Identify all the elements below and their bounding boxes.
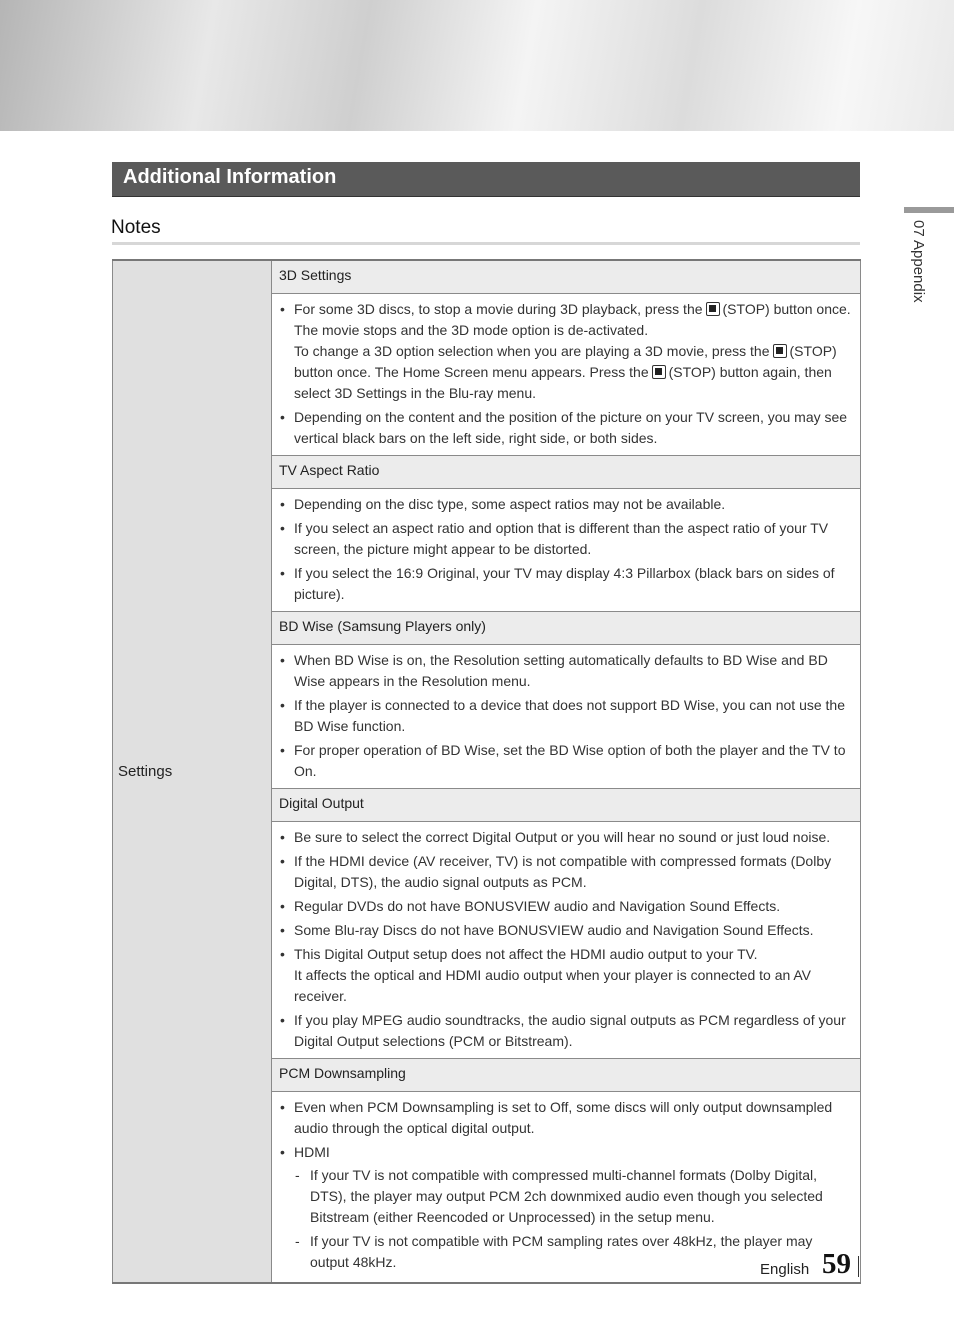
section-header: TV Aspect Ratio [272, 456, 861, 489]
section-header: 3D Settings [272, 260, 861, 294]
bullet-text: Some Blu-ray Discs do not have BONUSVIEW audio and Navigation Sound Effects. [294, 922, 814, 938]
stop-icon [652, 365, 666, 379]
bullet-text: Depending on the content and the position of the picture on your TV screen, you may see vertical black bars on the left side, right side, or both sides. [294, 409, 848, 446]
bullet-text: If you select an aspect ratio and option that is different than the aspect ratio of your TV screen, the picture might appear to be distorted. [294, 520, 829, 557]
bullet-item [279, 407, 854, 449]
bullet-text: (STOP) button once. The movie stops and the 3D mode option is de-activated. [294, 301, 851, 338]
bullet-text: If the HDMI device (AV receiver, TV) is not compatible with compressed formats (Dolby Digital, DTS), the audio signal outputs as PCM. [294, 853, 832, 890]
section-body [272, 1092, 861, 1284]
bullet-item [279, 944, 854, 1007]
bullet-item [279, 1142, 854, 1273]
bullet-paragraph [294, 341, 854, 404]
bullet-text: (STOP) button once. The Home Screen menu appears. Press the [294, 343, 837, 380]
bullet-text: If you select the 16:9 Original, your TV may display 4:3 Pillarbox (black bars on sides of picture). [294, 565, 835, 602]
bullet-item [279, 827, 854, 848]
bullet-text: Regular DVDs do not have BONUSVIEW audio and Navigation Sound Effects. [294, 898, 781, 914]
bullet-item [279, 299, 854, 404]
section-title: Additional Information [123, 166, 337, 188]
footer-language: English [760, 1261, 810, 1278]
bullet-item [279, 518, 854, 560]
section-header: PCM Downsampling [272, 1059, 861, 1092]
bullet-text: If you play MPEG audio soundtracks, the audio signal outputs as PCM regardless of your Digital Output selections (PCM or Bitstream). [294, 1012, 846, 1049]
bullet-paragraph [294, 965, 854, 1007]
stop-icon [706, 302, 720, 316]
bullet-text: HDMI [294, 1144, 330, 1160]
bullet-list [279, 650, 854, 782]
notes-divider [112, 242, 860, 245]
bullet-item [279, 1010, 854, 1052]
bullet-text: For proper operation of BD Wise, set the BD Wise option of both the player and the TV to On. [294, 742, 846, 779]
sub-list [294, 1165, 854, 1273]
bullet-text: For some 3D discs, to stop a movie during 3D playback, press the [294, 301, 703, 317]
footer-divider [858, 1256, 859, 1277]
bullet-text: It affects the optical and HDMI audio output when your player is connected to an AV receiver. [294, 967, 812, 1004]
row-label: Settings [113, 260, 272, 1283]
bullet-item [279, 851, 854, 893]
bullet-list [279, 299, 854, 449]
bullet-item [279, 494, 854, 515]
bullet-list [279, 1097, 854, 1273]
chapter-tab-marker [904, 207, 954, 213]
stop-icon [773, 344, 787, 358]
bullet-item [279, 695, 854, 737]
bullet-list [279, 494, 854, 605]
bullet-paragraph [294, 944, 854, 965]
sub-item: - If your TV is not compatible with compressed multi-channel formats (Dolby Digital, DTS), the player may output PCM 2ch downmixed audio even though you selected Bitstream (either Reencoded or Unprocessed) in the setup menu. [294, 1165, 854, 1228]
section-header: BD Wise (Samsung Players only) [272, 612, 861, 645]
bullet-item [279, 563, 854, 605]
bullet-item [279, 1097, 854, 1139]
bullet-list [279, 827, 854, 1052]
bullet-item [279, 920, 854, 941]
page-number: 59 [822, 1248, 851, 1280]
notes-table [112, 259, 861, 1284]
bullet-text: To change a 3D option selection when you are playing a 3D movie, press the [294, 343, 770, 359]
section-header: Digital Output [272, 789, 861, 822]
section-body [272, 489, 861, 612]
header-banner [0, 0, 954, 131]
bullet-paragraph [294, 299, 854, 341]
section-title-bar [112, 162, 860, 197]
bullet-text: This Digital Output setup does not affect the HDMI audio output to your TV. [294, 946, 758, 962]
bullet-text: If the player is connected to a device that does not support BD Wise, you can not use the BD Wise function. [294, 697, 845, 734]
bullet-text: (STOP) button again, then select 3D Settings in the Blu-ray menu. [294, 364, 832, 401]
sub-item: - If your TV is not compatible with PCM sampling rates over 48kHz, the player may output 48kHz. [294, 1231, 854, 1273]
bullet-text: Be sure to select the correct Digital Output or you will hear no sound or just loud noise. [294, 829, 831, 845]
section-body [272, 645, 861, 789]
bullet-item [279, 896, 854, 917]
bullet-text: Depending on the disc type, some aspect ratios may not be available. [294, 496, 726, 512]
chapter-tab-label: 07 Appendix [910, 220, 927, 303]
section-body [272, 822, 861, 1059]
bullet-text: Even when PCM Downsampling is set to Off, some discs will only output downsampled audio through the optical digital output. [294, 1099, 833, 1136]
section-header-row [113, 260, 861, 294]
bullet-item [279, 650, 854, 692]
bullet-text: When BD Wise is on, the Resolution setting automatically defaults to BD Wise and BD Wise appears in the Resolution menu. [294, 652, 828, 689]
bullet-item [279, 740, 854, 782]
section-body [272, 294, 861, 456]
notes-heading: Notes [111, 217, 161, 238]
